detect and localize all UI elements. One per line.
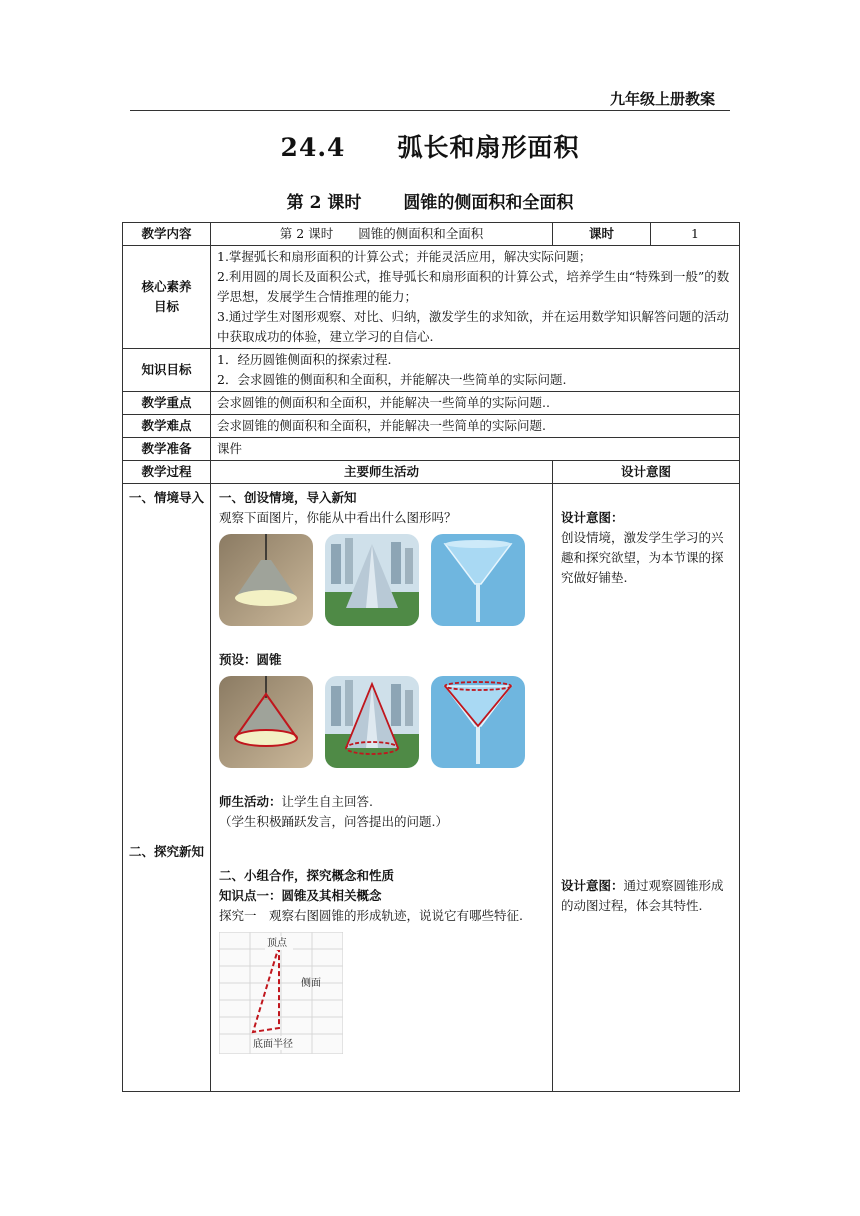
photo-row-1: [219, 534, 546, 626]
value-knowledge: [211, 349, 740, 392]
row-knowledge: [123, 349, 740, 392]
building-cone-photo: [325, 676, 419, 768]
stage1-note: （学生积极踊跃发言，问答提出的问题.）: [219, 814, 448, 829]
cone-formation-figure: [219, 932, 343, 1054]
subtitle-topic: 圆锥的侧面积和全面积: [403, 193, 574, 213]
stage1-intent-label: 设计意图：: [561, 510, 624, 525]
label-prep: 教学准备: [123, 438, 211, 461]
value-difficult: 会求圆锥的侧面积和全面积，并能解决一些简单的实际问题.: [211, 415, 740, 438]
stage-column: [123, 484, 211, 1092]
row-process-body: [123, 484, 740, 1092]
core-item: 3.通过学生对图形观察、对比、归纳，激发学生的求知欲，并在运用数学知识解答问题的活动中获取成功的体验，建立学习的自信心.: [217, 309, 729, 344]
photo-row-2: [219, 676, 546, 768]
core-item: 2.利用圆的周长及面积公式，推导弧长和扇形面积的计算公式，培养学生由“特殊到一般”的数学思想，发展学生合情推理的能力；: [217, 269, 730, 304]
knowledge-item: 2．会求圆锥的侧面积和全面积，并能解决一些简单的实际问题.: [217, 372, 567, 387]
subtitle-lesson: 第 2 课时: [286, 193, 362, 213]
header-label: 九年级上册教案: [610, 90, 716, 108]
explore-text: 探究一 观察右图圆锥的形成轨迹，说说它有哪些特征.: [219, 908, 523, 923]
title-number: 24.4: [280, 133, 346, 162]
activity-label: 师生活动：: [219, 794, 282, 809]
stage1-intent-text: 创设情境，激发学生学习的兴趣和探究欲望，为本节课的探究做好铺垫.: [561, 530, 724, 585]
value-content: 第 2 课时 圆锥的侧面积和全面积: [211, 223, 553, 246]
label-core: [123, 246, 211, 349]
label-core-line2: 目标: [153, 299, 179, 314]
building-photo: [325, 534, 419, 626]
funnel-photo: [431, 534, 525, 626]
row-content: [123, 223, 740, 246]
stage2-intent-text: 通过观察圆锥形成的动图过程，体会其特性.: [561, 878, 724, 913]
point-label: 知识点一：圆锥及其相关概念: [219, 888, 382, 903]
row-core: [123, 246, 740, 349]
value-period: 1: [651, 223, 740, 246]
stage1-heading: 一、创设情境，导入新知: [219, 490, 357, 505]
row-prep: [123, 438, 740, 461]
stage1-name: 一、情境导入: [129, 490, 205, 505]
figure-radius-label: 底面半径: [253, 1039, 293, 1050]
activity-text: 让学生自主回答.: [281, 794, 373, 809]
label-activity: 主要师生活动: [211, 461, 553, 484]
stage1-activity: [219, 792, 546, 812]
lamp-cone-photo: [219, 676, 313, 768]
core-item: 1.掌握弧长和扇形面积的计算公式；并能灵活应用，解决实际问题；: [217, 249, 592, 264]
row-difficult: [123, 415, 740, 438]
funnel-cone-photo: [431, 676, 525, 768]
stage2-heading: 二、小组合作，探究概念和性质: [219, 868, 395, 883]
intent-column: [553, 484, 740, 1092]
label-knowledge: 知识目标: [123, 349, 211, 392]
lesson-plan-table: [122, 222, 740, 1092]
knowledge-item: 1．经历圆锥侧面积的探索过程.: [217, 352, 392, 367]
value-key: 会求圆锥的侧面积和全面积，并能解决一些简单的实际问题..: [211, 392, 740, 415]
label-intent: 设计意图: [553, 461, 740, 484]
preset-label: 预设：圆锥: [219, 652, 282, 667]
label-process: 教学过程: [123, 461, 211, 484]
stage2-name: 二、探究新知: [129, 844, 205, 859]
label-period: 课时: [553, 223, 651, 246]
value-core: [211, 246, 740, 349]
stage2-intent: [561, 876, 733, 916]
page-subtitle: [0, 188, 860, 213]
lamp-photo: [219, 534, 313, 626]
stage1-prompt: 观察下面图片，你能从中看出什么图形吗？: [219, 510, 457, 525]
label-difficult: 教学难点: [123, 415, 211, 438]
header-divider: [130, 110, 730, 111]
label-content: 教学内容: [123, 223, 211, 246]
stage2-intent-label: 设计意图：: [561, 878, 624, 893]
label-key: 教学重点: [123, 392, 211, 415]
title-name: 弧长和扇形面积: [397, 133, 580, 162]
figure-side-label: 侧面: [301, 978, 321, 989]
value-prep: 课件: [211, 438, 740, 461]
activity-column: [211, 484, 553, 1092]
label-core-line1: 核心素养: [141, 279, 192, 294]
figure-apex-label: 顶点: [267, 938, 287, 949]
page-title: [0, 128, 860, 164]
row-key: [123, 392, 740, 415]
row-process-header: [123, 461, 740, 484]
